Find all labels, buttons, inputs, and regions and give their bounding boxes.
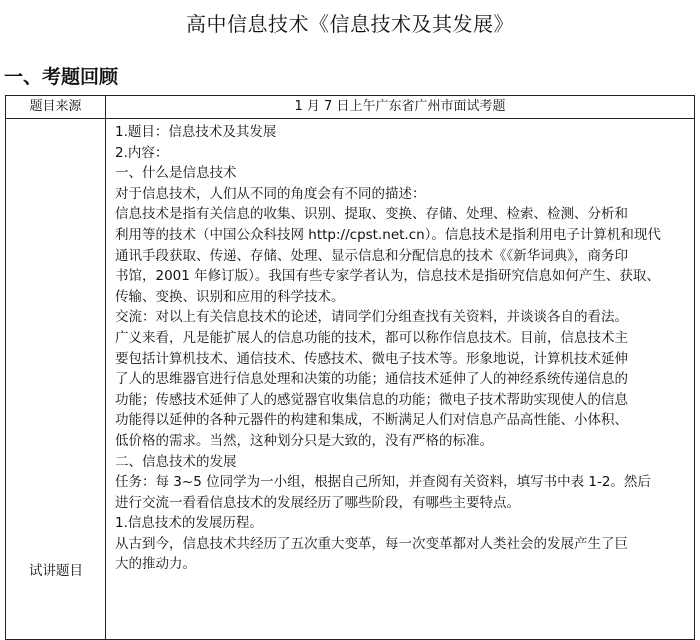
content-line: 通讯手段获取、传递、存储、处理、显示信息和分配信息的技术《《新华词典》，商务印: [115, 247, 628, 264]
topic-content: [106, 119, 694, 639]
content-line: 要包括计算机技术、通信技术、传感技术、微电子技术等。形象地说，计算机技术延伸: [115, 350, 628, 367]
content-line: 书馆，2001 年修订版）。我国有些专家学者认为，信息技术是指研究信息如何产生、获取、: [115, 268, 660, 285]
content-line: 大的推动力。: [115, 556, 196, 573]
content-line: 一、什么是信息技术: [115, 165, 237, 182]
content-line: 任务：每 3~5 位同学为一小组，根据自己所知，并查阅有关资料，填写书中表 1-2。然后: [115, 474, 651, 491]
content-line: 功能；传感技术延伸了人的感觉器官收集信息的功能；微电子技术帮助实现使人的信息: [115, 391, 628, 408]
content-line: 了人的思维器官进行信息处理和决策的功能；通信技术延伸了人的神经系统传递信息的: [115, 371, 628, 388]
topic-label-cell: [6, 119, 106, 640]
content-line: 二、信息技术的发展: [115, 453, 237, 470]
source-label: 题目来源: [29, 99, 82, 114]
content-line: 利用等的技术（中国公众科技网 http://cpst.net.cn）。信息技术是指利用电子计算机和现代: [115, 226, 661, 243]
content-line: 进行交流一看看信息技术的发展经历了哪些阶段，有哪些主要特点。: [115, 494, 520, 511]
content-line: 1.信息技术的发展历程。: [115, 515, 263, 532]
section-heading: 一、考题回顾: [4, 66, 119, 88]
table-body-row: [6, 119, 695, 640]
content-line: 信息技术是指有关信息的收集、识别、提取、变换、存储、处理、检索、检测、分析和: [115, 206, 628, 223]
document-title: 高中信息技术《信息技术及其发展》: [186, 12, 514, 36]
content-line: 广义来看，凡是能扩展人的信息功能的技术，都可以称作信息技术。目前，信息技术主: [115, 329, 628, 346]
exam-table: [5, 95, 695, 640]
content-line: 1.题目：信息技术及其发展: [115, 124, 277, 140]
content-line: 对于信息技术，人们从不同的角度会有不同的描述：: [115, 185, 426, 202]
source-label-cell: [6, 96, 106, 119]
source-value: 1 月 7 日上午广东省广州市面试考题: [294, 99, 506, 114]
table-header-row: [6, 96, 695, 119]
content-line: 功能得以延伸的各种元器件的构建和集成，不断满足人们对信息产品高性能、小体积、: [115, 412, 628, 429]
topic-label: 试讲题目: [29, 563, 83, 579]
topic-content-cell: [106, 119, 695, 640]
content-line: 从古到今，信息技术共经历了五次重大变革，每一次变革都对人类社会的发展产生了巨: [115, 535, 628, 552]
source-value-cell: [106, 96, 695, 119]
content-line: 2.内容：: [115, 144, 169, 161]
content-line: 低价格的需求。当然，这种划分只是大致的，没有严格的标准。: [115, 432, 493, 449]
content-line: 传输、变换、识别和应用的科学技术。: [115, 288, 345, 305]
content-line: 交流：对以上有关信息技术的论述，请同学们分组查找有关资料，并谈谈各自的看法。: [115, 309, 628, 326]
